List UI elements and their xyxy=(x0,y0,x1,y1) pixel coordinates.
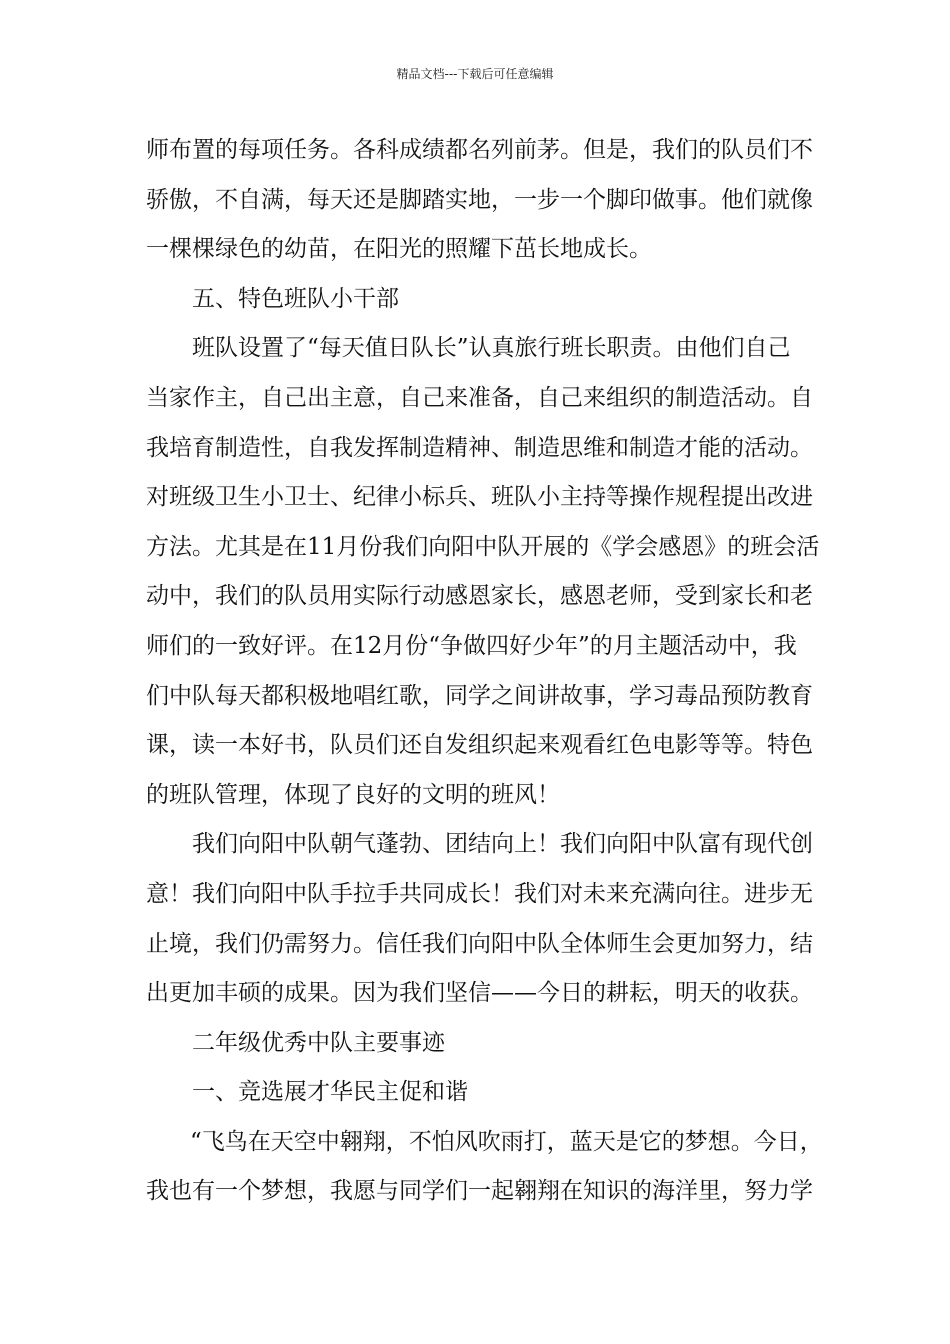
section-heading: 五、特色班队小干部 xyxy=(192,285,399,312)
text-line: 当家作主，自己出主意，自己来准备，自己来组织的制造活动。自 xyxy=(146,384,813,411)
text-line: 我培育制造性，自我发挥制造精神、制造思维和制造才能的活动。 xyxy=(146,434,813,461)
text-line: 一棵棵绿色的幼苗，在阳光的照耀下茁长地成长。 xyxy=(146,236,652,263)
text-line: 们中队每天都积极地唱红歌，同学之间讲故事，学习毒品预防教育 xyxy=(146,682,813,709)
text-line: 班队设置了“每天值日队长”认真旅行班长职责。由他们自己 xyxy=(192,335,791,362)
text-line: 意！我们向阳中队手拉手共同成长！我们对未来充满向往。进步无 xyxy=(146,880,813,907)
text-line: 我也有一个梦想，我愿与同学们一起翱翔在知识的海洋里，努力学 xyxy=(146,1178,813,1205)
text-line: 课，读一本好书，队员们还自发组织起来观看红色电影等等。特色 xyxy=(146,732,813,759)
text-line: “飞鸟在天空中翱翔，不怕风吹雨打，蓝天是它的梦想。今日， xyxy=(190,1128,823,1155)
text-line: 动中，我们的队员用实际行动感恩家长，感恩老师，受到家长和老 xyxy=(146,583,813,610)
text-line: 骄傲，不自满，每天还是脚踏实地，一步一个脚印做事。他们就像 xyxy=(146,186,813,213)
text-line: 的班队管理，体现了良好的文明的班风！ xyxy=(146,781,560,808)
document-title: 二年级优秀中队主要事迹 xyxy=(192,1029,445,1056)
document-body xyxy=(146,126,823,1217)
text-line: 对班级卫生小卫士、纪律小标兵、班队小主持等操作规程提出改进 xyxy=(146,484,813,511)
text-line: 止境，我们仍需努力。信任我们向阳中队全体师生会更加努力，结 xyxy=(146,930,813,957)
text-line: 我们向阳中队朝气蓬勃、团结向上！我们向阳中队富有现代创 xyxy=(192,831,813,858)
text-line: 出更加丰硕的成果。因为我们坚信——今日的耕耘，明天的收获。 xyxy=(146,980,813,1007)
text-line: 方法。尤其是在11月份我们向阳中队开展的《学会感恩》的班会活 xyxy=(146,533,820,560)
page-header: 精品文档---下载后可任意编辑 xyxy=(396,67,554,81)
section-heading: 一、竞选展才华民主促和谐 xyxy=(192,1079,468,1106)
text-line: 师们的一致好评。在12月份“争做四好少年”的月主题活动中，我 xyxy=(146,632,797,659)
text-line: 师布置的每项任务。各科成绩都名列前茅。但是，我们的队员们不 xyxy=(146,137,813,163)
